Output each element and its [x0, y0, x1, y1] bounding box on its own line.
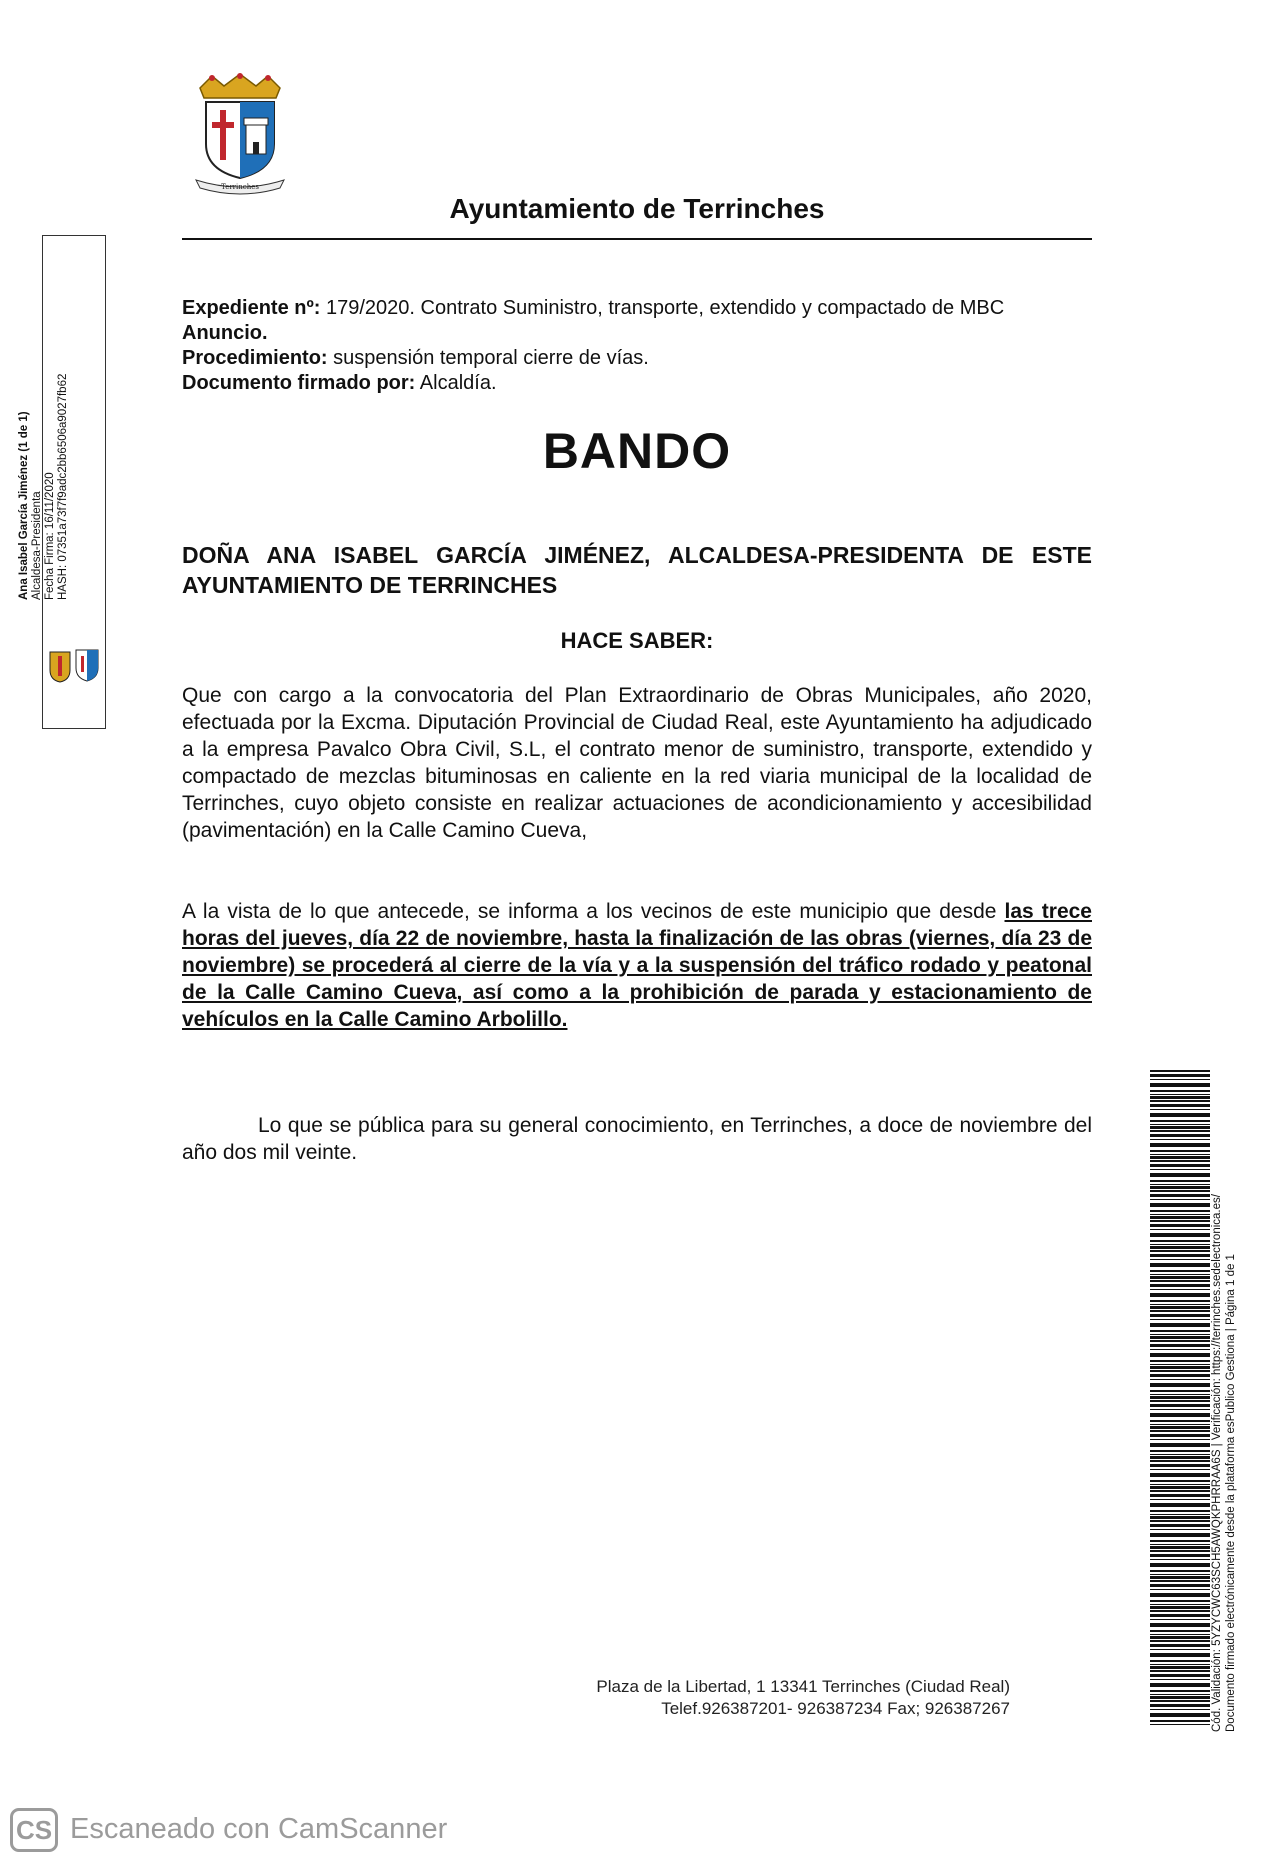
barcode-bar	[1150, 1480, 1210, 1482]
barcode-bar	[1150, 1540, 1210, 1542]
documento-line: Documento firmado por: Alcaldía.	[182, 372, 497, 394]
barcode-bar	[1150, 1700, 1210, 1702]
barcode-bar	[1150, 1450, 1210, 1452]
barcode-bar	[1150, 1666, 1210, 1669]
barcode-bar	[1150, 1630, 1210, 1632]
barcode-bar	[1150, 1690, 1210, 1692]
barcode-bar	[1150, 1319, 1210, 1320]
barcode-bar	[1150, 1413, 1210, 1417]
barcode-bar	[1150, 1173, 1210, 1177]
barcode-bar	[1150, 1164, 1210, 1167]
barcode-bar	[1150, 1664, 1210, 1665]
barcode-bar	[1150, 1334, 1210, 1335]
camscanner-logo-icon: CS	[10, 1808, 58, 1852]
barcode-bar	[1150, 1323, 1210, 1327]
barcode-bar	[1150, 1180, 1210, 1182]
barcode-bar	[1150, 1724, 1210, 1725]
barcode-bar	[1150, 1454, 1210, 1455]
barcode-bar	[1150, 1679, 1210, 1680]
barcode-bar	[1150, 1576, 1210, 1579]
barcode-bar	[1150, 1370, 1210, 1372]
barcode-bar	[1150, 1126, 1210, 1129]
signer-name: Ana Isabel García Jiménez (1 de 1)	[18, 411, 30, 600]
barcode-bar	[1150, 1104, 1210, 1107]
barcode-bar	[1150, 1709, 1210, 1710]
address-line: Plaza de la Libertad, 1 13341 Terrinches (Ciudad Real)	[596, 1677, 1010, 1696]
barcode-bar	[1150, 1143, 1210, 1147]
barcode-bar	[1150, 1113, 1210, 1117]
barcode-bar	[1150, 1424, 1210, 1425]
barcode-bar	[1150, 1100, 1210, 1102]
barcode-bar	[1150, 1134, 1210, 1137]
body-paragraph-2	[182, 898, 1092, 1033]
signature-date: Fecha Firma: 16/11/2020	[44, 472, 56, 600]
barcode-bar	[1150, 1619, 1210, 1620]
barcode-bar	[1150, 1434, 1210, 1437]
barcode-bar	[1150, 1400, 1210, 1402]
barcode-bar	[1150, 1276, 1210, 1279]
barcode-bar	[1150, 1169, 1210, 1170]
barcode-bar	[1150, 1396, 1210, 1399]
barcode-bar	[1150, 1653, 1210, 1657]
barcode-bar	[1150, 1623, 1210, 1627]
barcode-bar	[1150, 1254, 1210, 1257]
body-paragraph-3: Lo que se pública para su general conocimiento, en Terrinches, a doce de noviembre del año dos mil veinte.	[182, 1114, 1092, 1164]
barcode-bar	[1150, 1090, 1210, 1092]
barcode-bar	[1150, 1094, 1210, 1095]
barcode-bar	[1150, 1220, 1210, 1222]
svg-text:Terrinches: Terrinches	[221, 183, 259, 191]
camscanner-watermark: Escaneado con CamScanner	[70, 1813, 448, 1845]
barcode-bar	[1150, 1349, 1210, 1350]
barcode-bar	[1150, 1529, 1210, 1530]
barcode-bar	[1150, 1636, 1210, 1639]
barcode-bar	[1150, 1546, 1210, 1549]
barcode-bar	[1150, 1559, 1210, 1560]
barcode-bar	[1150, 1426, 1210, 1429]
barcode-bar	[1150, 1383, 1210, 1387]
barcode-bar	[1150, 1250, 1210, 1252]
barcode-bar	[1150, 1274, 1210, 1275]
footer-address	[520, 1676, 1010, 1720]
barcode-bar	[1150, 1284, 1210, 1287]
barcode-bar	[1150, 1524, 1210, 1527]
hace-saber-heading: HACE SABER:	[560, 628, 714, 653]
barcode-bar	[1150, 1510, 1210, 1512]
barcode-bar	[1150, 1160, 1210, 1162]
barcode-bar	[1150, 1550, 1210, 1552]
barcode-bar	[1150, 1216, 1210, 1219]
barcode-bar	[1150, 1720, 1210, 1722]
barcode-bar	[1150, 1486, 1210, 1489]
barcode-bar	[1150, 1604, 1210, 1605]
barcode-bar	[1150, 1344, 1210, 1347]
barcode-bar	[1150, 1610, 1210, 1612]
barcode-bar	[1150, 1360, 1210, 1362]
body-paragraph-1: Que con cargo a la convocatoria del Plan Extraordinario de Obras Municipales, año 2020, efectuada por la Excma. Diputación Provincial de Ciudad Real, este Ayuntamiento ha adjudicado a la empresa Pavalco Obra Civil, S.L, el contrato menor de suministro, transporte, extendido y compactado de mezclas bituminosas en caliente en la red viaria municipal de la localidad de Terrinches, cuyo objeto consiste en realizar actuaciones de acondicionamiento y accesibilidad (pavimentación) en la Calle Camino Cueva,	[182, 684, 1092, 842]
barcode-bar	[1150, 1289, 1210, 1290]
barcode-bar	[1150, 1390, 1210, 1392]
procedimiento-line: Procedimiento: suspensión temporal cierre de vías.	[182, 347, 649, 369]
barcode-bar	[1150, 1190, 1210, 1192]
barcode-bar	[1150, 1469, 1210, 1470]
barcode-bar	[1150, 1494, 1210, 1497]
barcode-bar	[1150, 1443, 1210, 1447]
header-divider	[182, 238, 1092, 240]
barcode-bar	[1150, 1124, 1210, 1125]
barcode-bar	[1150, 1229, 1210, 1230]
municipal-crest	[176, 72, 306, 196]
barcode-bar	[1150, 1366, 1210, 1369]
barcode-bar	[1150, 1336, 1210, 1339]
barcode-bar	[1150, 1306, 1210, 1309]
barcode-bar	[1150, 1640, 1210, 1642]
barcode-bar	[1150, 1593, 1210, 1597]
barcode-bar	[1150, 1460, 1210, 1462]
barcode-bar	[1150, 1456, 1210, 1459]
barcode-bar	[1150, 1233, 1210, 1237]
barcode-bar	[1150, 1394, 1210, 1395]
barcode-bar	[1150, 1473, 1210, 1477]
barcode-bar	[1150, 1186, 1210, 1189]
paragraph-2-intro: A la vista de lo que antecede, se informa a los vecinos de este municipio que desde	[182, 900, 1005, 923]
barcode-bar	[1150, 1280, 1210, 1282]
barcode-bar	[1150, 1364, 1210, 1365]
barcode-bar	[1150, 1614, 1210, 1617]
anuncio-line: Anuncio.	[182, 322, 268, 344]
barcode-bar	[1150, 1704, 1210, 1707]
barcode-bar	[1150, 1649, 1210, 1650]
barcode-bar	[1150, 1259, 1210, 1260]
road-closure-notice: las trece horas del jueves, día 22 de noviembre, hasta la finalización de las obras (viernes, día 23 de noviembre) se procederá al cierre de la vía y a la suspensión del tráfico rodado y peatonal de la Calle Camino Cueva, así como a la prohibición de parada y estacionamiento de vehículos en la Calle Camino Arbolillo.	[182, 900, 1092, 1031]
barcode-bar	[1150, 1644, 1210, 1647]
barcode-bar	[1150, 1083, 1210, 1087]
barcode-bar	[1150, 1379, 1210, 1380]
validation-text	[1210, 1112, 1250, 1732]
barcode-bar	[1150, 1404, 1210, 1407]
barcode-bar	[1150, 1439, 1210, 1440]
barcode-bar	[1150, 1120, 1210, 1122]
barcode-bar	[1150, 1409, 1210, 1410]
barcode-bar	[1150, 1514, 1210, 1515]
barcode-bar	[1150, 1214, 1210, 1215]
barcode-bar	[1150, 1293, 1210, 1297]
barcode-bar	[1150, 1533, 1210, 1537]
barcode-bar	[1150, 1606, 1210, 1609]
barcode-bar	[1150, 1300, 1210, 1302]
barcode-bar	[1150, 1246, 1210, 1249]
barcode-bar	[1150, 1109, 1210, 1110]
stamp-crest-icon	[46, 644, 102, 684]
validation-platform: Documento firmado electrónicamente desde la plataforma esPublico Gestiona | Página 1 de 1	[1225, 1254, 1237, 1732]
validation-code: Cód. Validación: 5YZYCWC63SCH5AWQKPHRRAA6S | Verificación: https://terrinches.sedelectronica.es/	[1211, 1194, 1223, 1732]
phone-line: Telef.926387201- 926387234 Fax; 926387267	[661, 1699, 1010, 1718]
barcode-bar	[1150, 1503, 1210, 1507]
barcode-bar	[1150, 1490, 1210, 1492]
signature-hash: HASH: 07351a73f7f9adc2bb6506a9027fb62	[57, 373, 69, 600]
barcode-bar	[1150, 1584, 1210, 1587]
document-metadata	[182, 296, 1092, 396]
barcode-bar	[1150, 1484, 1210, 1485]
barcode-bar	[1150, 1634, 1210, 1635]
barcode-bar	[1150, 1304, 1210, 1305]
barcode-bar	[1150, 1670, 1210, 1672]
barcode-bar	[1150, 1660, 1210, 1662]
barcode-bar	[1150, 1420, 1210, 1422]
barcode-bar	[1150, 1194, 1210, 1197]
barcode-bar	[1150, 1353, 1210, 1357]
page-title: Ayuntamiento de Terrinches	[449, 193, 825, 224]
barcode-bar	[1150, 1314, 1210, 1317]
barcode-bar	[1150, 1154, 1210, 1155]
barcode-bar	[1150, 1096, 1210, 1099]
signature-stamp-text	[18, 340, 78, 600]
barcode-bar	[1150, 1070, 1210, 1072]
barcode-bar	[1150, 1210, 1210, 1212]
mayor-heading: DOÑA ANA ISABEL GARCÍA JIMÉNEZ, ALCALDESA-PRESIDENTA DE ESTE AYUNTAMIENTO DE TERRINCHES	[182, 542, 1092, 598]
barcode-bar	[1150, 1330, 1210, 1332]
barcode-bar	[1150, 1544, 1210, 1545]
barcode-bar	[1150, 1374, 1210, 1377]
barcode-bar	[1150, 1600, 1210, 1602]
barcode-bar	[1150, 1694, 1210, 1695]
barcode-bar	[1150, 1696, 1210, 1699]
barcode-bar	[1150, 1156, 1210, 1159]
expediente-line: Expediente nº: 179/2020. Contrato Suministro, transporte, extendido y compactado de MBC	[182, 297, 1005, 319]
barcode-bar	[1150, 1554, 1210, 1557]
barcode-bar	[1150, 1570, 1210, 1572]
barcode-bar	[1150, 1074, 1210, 1077]
barcode-bar	[1150, 1263, 1210, 1267]
validation-barcode	[1150, 1070, 1210, 1730]
barcode-bar	[1150, 1464, 1210, 1467]
barcode-bar	[1150, 1139, 1210, 1140]
document-heading: BANDO	[542, 423, 732, 479]
signer-role: Alcaldesa-Presidenta	[31, 491, 43, 600]
barcode-bar	[1150, 1713, 1210, 1717]
barcode-bar	[1150, 1516, 1210, 1519]
barcode-bar	[1150, 1244, 1210, 1245]
barcode-bar	[1150, 1563, 1210, 1567]
barcode-bar	[1150, 1589, 1210, 1590]
barcode-bar	[1150, 1310, 1210, 1312]
barcode-bar	[1150, 1240, 1210, 1242]
barcode-bar	[1150, 1203, 1210, 1207]
barcode-bar	[1150, 1499, 1210, 1500]
barcode-bar	[1150, 1574, 1210, 1575]
barcode-bar	[1150, 1184, 1210, 1185]
barcode-bar	[1150, 1340, 1210, 1342]
barcode-bar	[1150, 1430, 1210, 1432]
barcode-bar	[1150, 1674, 1210, 1677]
barcode-bar	[1150, 1580, 1210, 1582]
barcode-bar	[1150, 1130, 1210, 1132]
barcode-bar	[1150, 1079, 1210, 1080]
barcode-bar	[1150, 1520, 1210, 1522]
barcode-bar	[1150, 1150, 1210, 1152]
barcode-bar	[1150, 1199, 1210, 1200]
barcode-bar	[1150, 1270, 1210, 1272]
barcode-bar	[1150, 1224, 1210, 1227]
barcode-bar	[1150, 1683, 1210, 1687]
